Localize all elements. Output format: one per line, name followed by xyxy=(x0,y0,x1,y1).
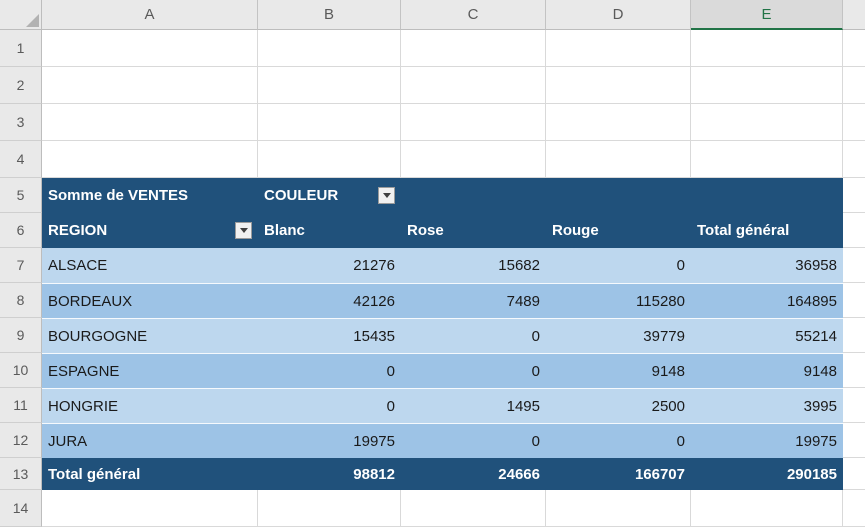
cell-d14[interactable] xyxy=(546,490,691,527)
pivot-value-cell[interactable]: 0 xyxy=(531,362,540,380)
pivot-value-cell[interactable]: 0 xyxy=(531,432,540,450)
pivot-col-header-total[interactable]: Total général xyxy=(697,222,790,239)
pivot-data-row-espagne xyxy=(0,353,865,388)
pivot-value-cell[interactable]: 115280 xyxy=(636,292,685,310)
pivot-header-row xyxy=(0,213,865,248)
pivot-data-row-bourgogne xyxy=(0,318,865,353)
row-header-3[interactable]: 3 xyxy=(0,104,42,141)
pivot-value-field-cell[interactable]: Somme de VENTES xyxy=(48,187,189,204)
pivot-row-label[interactable]: JURA xyxy=(48,432,88,450)
cell-f12[interactable] xyxy=(843,423,865,458)
pivot-data-band xyxy=(42,353,843,388)
pivot-data-row-hongrie xyxy=(0,388,865,423)
row-header-1[interactable]: 1 xyxy=(0,30,42,67)
cell-d1[interactable] xyxy=(546,30,691,67)
region-filter-dropdown[interactable] xyxy=(235,222,252,239)
cell-e2[interactable] xyxy=(691,67,843,104)
pivot-value-cell[interactable]: 19975 xyxy=(353,432,395,450)
cell-e4[interactable] xyxy=(691,141,843,178)
pivot-filter-band xyxy=(42,178,843,213)
pivot-row-label[interactable]: ALSACE xyxy=(48,257,108,274)
pivot-col-header-rose[interactable]: Rose xyxy=(407,222,444,239)
pivot-value-cell[interactable]: 9148 xyxy=(651,362,685,380)
row-header-11[interactable]: 11 xyxy=(0,388,42,423)
pivot-column-field-label: COULEUR xyxy=(264,187,339,204)
row-header-9[interactable]: 9 xyxy=(0,318,42,353)
cell-f2[interactable] xyxy=(843,67,865,104)
cell-f7[interactable] xyxy=(843,248,865,283)
cell-f6[interactable] xyxy=(843,213,865,248)
pivot-total-label[interactable]: Total général xyxy=(48,465,141,483)
cell-f5[interactable] xyxy=(843,178,865,213)
pivot-data-band xyxy=(42,388,843,423)
pivot-value-cell[interactable]: 0 xyxy=(386,362,395,380)
pivot-total-value[interactable]: 290185 xyxy=(786,465,837,483)
pivot-value-cell[interactable]: 19975 xyxy=(795,432,837,450)
grid-row-4 xyxy=(0,141,865,178)
cell-d2[interactable] xyxy=(546,67,691,104)
cell-b14[interactable] xyxy=(258,490,401,527)
pivot-total-value[interactable]: 166707 xyxy=(634,465,685,483)
cell-f3[interactable] xyxy=(843,104,865,141)
pivot-data-band xyxy=(42,283,843,318)
cell-e1[interactable] xyxy=(691,30,843,67)
chevron-down-icon xyxy=(240,228,248,233)
pivot-row-field-cell[interactable] xyxy=(42,213,258,248)
pivot-empty-cell[interactable] xyxy=(691,178,843,213)
column-header-a[interactable]: A xyxy=(42,0,258,30)
pivot-row-label[interactable]: BORDEAUX xyxy=(48,292,133,310)
cell-f10[interactable] xyxy=(843,353,865,388)
pivot-value-cell[interactable]: 2500 xyxy=(651,397,685,415)
pivot-column-field-cell[interactable] xyxy=(258,178,401,213)
pivot-total-value[interactable]: 98812 xyxy=(353,465,395,483)
grid-row-2 xyxy=(0,67,865,104)
pivot-value-cell[interactable]: 0 xyxy=(386,397,395,415)
column-header-partial-f[interactable] xyxy=(843,0,865,30)
cell-f11[interactable] xyxy=(843,388,865,423)
row-header-7[interactable]: 7 xyxy=(0,248,42,283)
pivot-value-cell[interactable]: 164895 xyxy=(786,292,837,310)
pivot-data-band xyxy=(42,248,843,283)
grid-row-3 xyxy=(0,104,865,141)
pivot-total-row xyxy=(0,458,865,490)
cell-b1[interactable] xyxy=(258,30,401,67)
pivot-value-cell[interactable]: 42126 xyxy=(353,292,395,310)
grid-row-14-partial xyxy=(0,490,865,527)
pivot-row-label[interactable]: BOURGOGNE xyxy=(48,327,148,345)
pivot-value-cell[interactable]: 21276 xyxy=(353,257,395,274)
row-header-2[interactable]: 2 xyxy=(0,67,42,104)
cell-c3[interactable] xyxy=(401,104,546,141)
pivot-value-cell[interactable]: 36958 xyxy=(795,257,837,274)
pivot-total-band xyxy=(42,458,843,490)
cell-b2[interactable] xyxy=(258,67,401,104)
cell-b4[interactable] xyxy=(258,141,401,178)
row-header-8[interactable]: 8 xyxy=(0,283,42,318)
pivot-data-band xyxy=(42,423,843,458)
grid-row-1 xyxy=(0,30,865,67)
pivot-data-row-bordeaux xyxy=(0,283,865,318)
row-header-13[interactable]: 13 xyxy=(0,458,42,490)
pivot-data-row-jura xyxy=(0,423,865,458)
cell-d3[interactable] xyxy=(546,104,691,141)
pivot-data-band xyxy=(42,318,843,353)
cell-f1[interactable] xyxy=(843,30,865,67)
cell-a2[interactable] xyxy=(42,67,258,104)
cell-e3[interactable] xyxy=(691,104,843,141)
cell-c1[interactable] xyxy=(401,30,546,67)
pivot-value-cell[interactable]: 0 xyxy=(531,327,540,345)
pivot-filter-row xyxy=(0,178,865,213)
row-header-14[interactable]: 14 xyxy=(0,490,42,527)
pivot-value-cell[interactable]: 0 xyxy=(676,257,685,274)
cell-c2[interactable] xyxy=(401,67,546,104)
chevron-down-icon xyxy=(383,193,391,198)
pivot-value-cell[interactable]: 0 xyxy=(676,432,685,450)
pivot-row-label[interactable]: ESPAGNE xyxy=(48,362,120,380)
pivot-value-cell[interactable]: 9148 xyxy=(803,362,837,380)
row-header-6[interactable]: 6 xyxy=(0,213,42,248)
cell-f14[interactable] xyxy=(843,490,865,527)
pivot-col-header-blanc[interactable]: Blanc xyxy=(264,222,305,239)
pivot-value-cell[interactable]: 39779 xyxy=(643,327,685,345)
row-header-12[interactable]: 12 xyxy=(0,423,42,458)
select-all-button[interactable] xyxy=(0,0,42,30)
couleur-filter-dropdown[interactable] xyxy=(378,187,395,204)
cell-e14[interactable] xyxy=(691,490,843,527)
pivot-row-label[interactable]: HONGRIE xyxy=(48,397,119,415)
pivot-header-band xyxy=(42,213,843,248)
cell-b3[interactable] xyxy=(258,104,401,141)
select-all-triangle-icon xyxy=(26,14,39,27)
column-header-b[interactable]: B xyxy=(258,0,401,30)
row-header-5[interactable]: 5 xyxy=(0,178,42,213)
cell-c14[interactable] xyxy=(401,490,546,527)
pivot-total-value[interactable]: 24666 xyxy=(498,465,540,483)
pivot-value-cell[interactable]: 15682 xyxy=(498,257,540,274)
pivot-value-cell[interactable]: 1495 xyxy=(506,397,540,415)
pivot-value-cell[interactable]: 3995 xyxy=(803,397,837,415)
cell-f9[interactable] xyxy=(843,318,865,353)
column-header-e-selected[interactable]: E xyxy=(691,0,843,30)
column-header-strip xyxy=(0,0,865,30)
pivot-value-cell[interactable]: 7489 xyxy=(506,292,540,310)
cell-a1[interactable] xyxy=(42,30,258,67)
cell-f13[interactable] xyxy=(843,458,865,490)
pivot-col-header-rouge[interactable]: Rouge xyxy=(552,222,599,239)
cell-a3[interactable] xyxy=(42,104,258,141)
pivot-empty-cell[interactable] xyxy=(401,178,546,213)
column-header-d[interactable]: D xyxy=(546,0,691,30)
cell-f4[interactable] xyxy=(843,141,865,178)
row-header-10[interactable]: 10 xyxy=(0,353,42,388)
row-header-4[interactable]: 4 xyxy=(0,141,42,178)
pivot-empty-cell[interactable] xyxy=(546,178,691,213)
cell-f8[interactable] xyxy=(843,283,865,318)
pivot-data-row-alsace xyxy=(0,248,865,283)
cell-d4[interactable] xyxy=(546,141,691,178)
pivot-value-cell[interactable]: 15435 xyxy=(353,327,395,345)
pivot-row-field-label: REGION xyxy=(48,222,108,239)
cell-c4[interactable] xyxy=(401,141,546,178)
column-header-c[interactable]: C xyxy=(401,0,546,30)
cell-a4[interactable] xyxy=(42,141,258,178)
cell-a14[interactable] xyxy=(42,490,258,527)
pivot-value-cell[interactable]: 55214 xyxy=(795,327,837,345)
